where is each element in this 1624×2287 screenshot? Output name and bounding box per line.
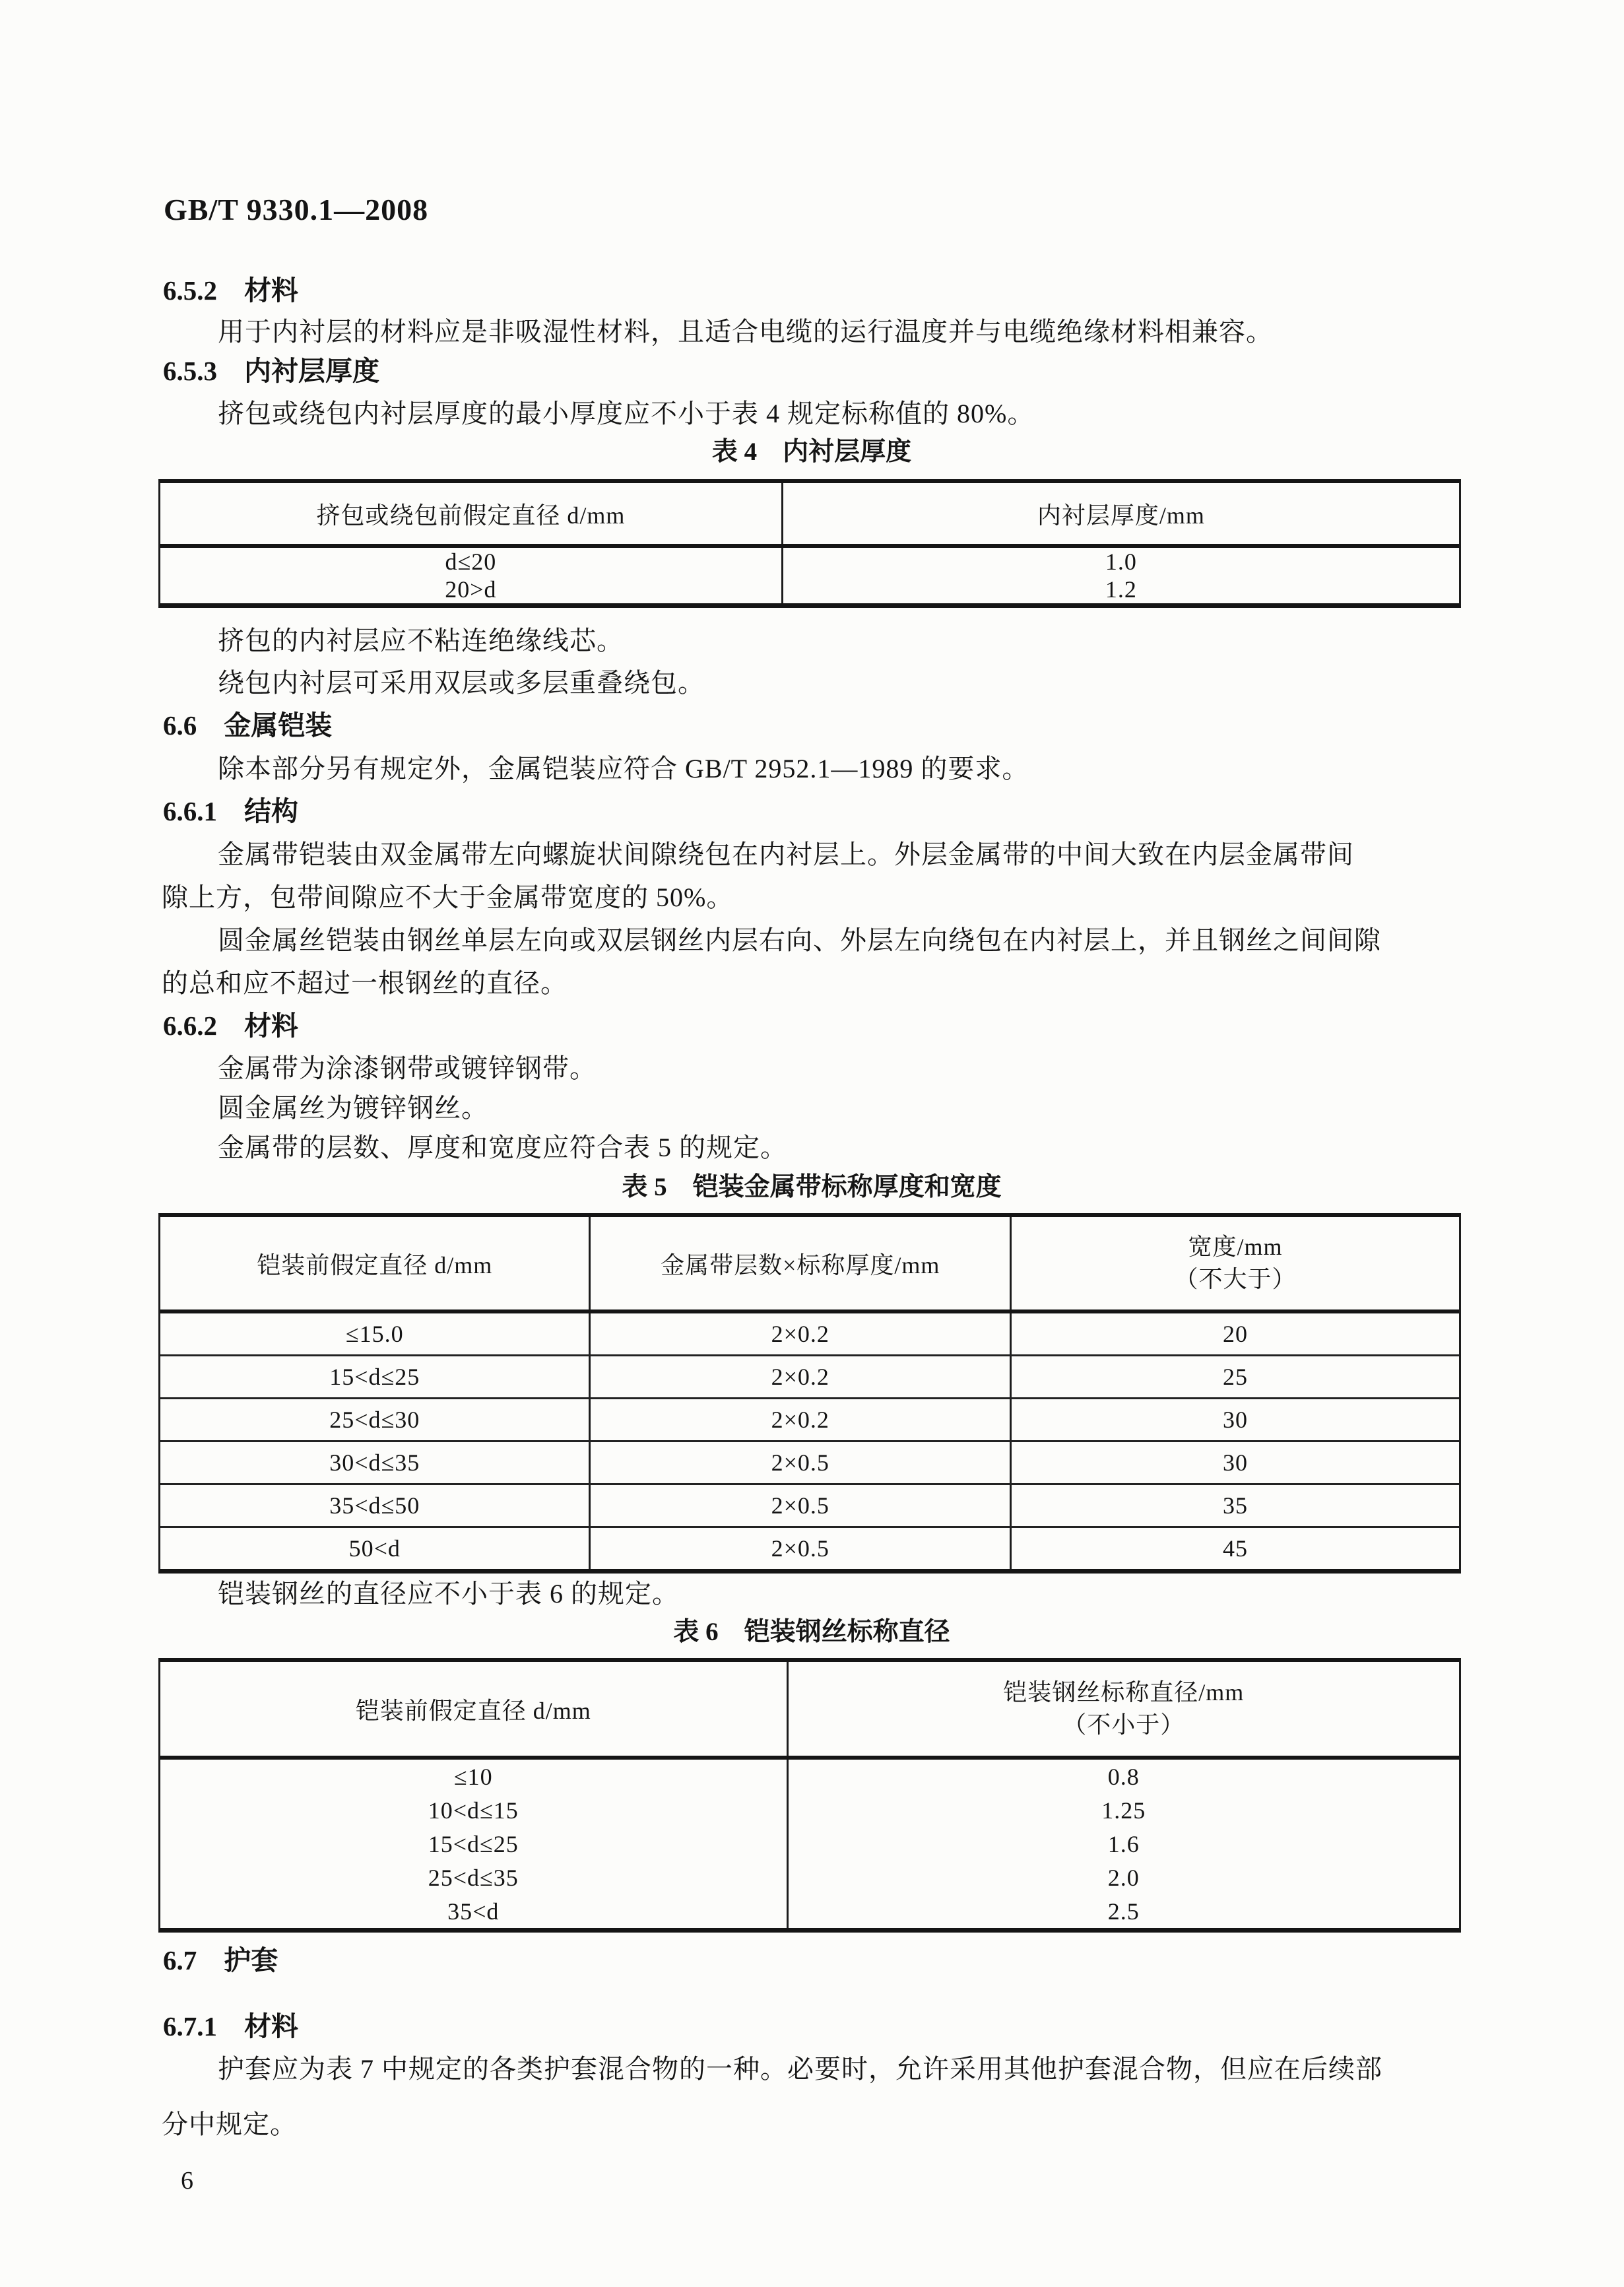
table-cell: 2.5 (787, 1894, 1459, 1928)
table-cell: 2×0.5 (589, 1528, 1010, 1569)
table-cell: 30 (1010, 1442, 1459, 1483)
paragraph: 挤包或绕包内衬层厚度的最小厚度应不小于表 4 规定标称值的 80%。 (218, 399, 1035, 428)
table4-col2-header: 内衬层厚度/mm (781, 483, 1459, 544)
table-cell: 2×0.2 (589, 1356, 1010, 1397)
paragraph: 绕包内衬层可采用双层或多层重叠绕包。 (218, 668, 705, 698)
table-cell: 20 (1010, 1313, 1459, 1354)
table-row (160, 1483, 1459, 1526)
paragraph: 铠装钢丝的直径应不小于表 6 的规定。 (218, 1579, 679, 1608)
table6-header-row (160, 1662, 1459, 1760)
table-cell: d≤20 (445, 548, 497, 575)
section-heading-6-7: 6.7 护套 (163, 1945, 278, 1975)
paragraph-line: 分中规定。 (162, 2109, 297, 2139)
table-row (160, 1793, 1459, 1827)
table-row (160, 1894, 1459, 1928)
table-cell: 2×0.2 (589, 1399, 1010, 1440)
table-cell: ≤10 (453, 1763, 493, 1790)
table6-caption: 表 6 铠装钢丝标称直径 (673, 1618, 950, 1646)
table5-col2-header: 金属带层数×标称厚度/mm (589, 1217, 1010, 1309)
paragraph: 圆金属丝为镀锌钢丝。 (218, 1093, 488, 1123)
table-cell: 35<d (447, 1898, 500, 1925)
paragraph-line: 的总和应不超过一根钢丝的直径。 (162, 968, 568, 998)
table-cell: 2×0.2 (589, 1313, 1010, 1354)
table-row (160, 1397, 1459, 1440)
table-row (160, 1354, 1459, 1397)
table-row (160, 1760, 1459, 1793)
table-row (160, 576, 1459, 603)
table-row (160, 1827, 1459, 1861)
table6-col1-header: 铠装前假定直径 d/mm (355, 1697, 591, 1724)
paragraph-line: 金属带铠装由双金属带左向螺旋状间隙绕包在内衬层上。外层金属带的中间大致在内层金属带间 (218, 840, 1354, 869)
table-cell: 1.6 (787, 1827, 1459, 1861)
paragraph: 金属带的层数、厚度和宽度应符合表 5 的规定。 (218, 1133, 787, 1162)
table-row (160, 1440, 1459, 1483)
table-cell: 1.25 (787, 1793, 1459, 1827)
section-heading-6-7-1: 6.7.1 材料 (163, 2011, 298, 2041)
paragraph-line: 圆金属丝铠装由钢丝单层左向或双层钢丝内层右向、外层左向绕包在内衬层上，并且钢丝之间间隙 (218, 925, 1381, 955)
table-cell: 30 (1010, 1399, 1459, 1440)
table-row (160, 1861, 1459, 1894)
table-row (160, 1313, 1459, 1354)
table-cell: 2×0.5 (589, 1442, 1010, 1483)
table5-col1-header: 铠装前假定直径 d/mm (257, 1251, 493, 1278)
table-cell: ≤15.0 (345, 1321, 404, 1347)
section-heading-6-5-3: 6.5.3 内衬层厚度 (163, 356, 379, 386)
table-cell: 25 (1010, 1356, 1459, 1397)
section-heading-6-6: 6.6 金属铠装 (163, 710, 333, 741)
table6-col2-header (787, 1662, 1459, 1756)
table-cell: 50<d (348, 1535, 401, 1562)
paragraph: 挤包的内衬层应不粘连绝缘线芯。 (218, 626, 624, 655)
table-cell: 25<d≤35 (428, 1864, 519, 1891)
table-cell: 35 (1010, 1485, 1459, 1526)
table4-header-row (160, 483, 1459, 548)
paragraph: 除本部分另有规定外，金属铠装应符合 GB/T 2952.1—1989 的要求。 (218, 754, 1029, 783)
table-cell: 15<d≤25 (329, 1364, 420, 1390)
page-number: 6 (181, 2167, 193, 2195)
table5-caption: 表 5 铠装金属带标称厚度和宽度 (622, 1173, 1002, 1201)
table5-col3-header-line2: （不大于） (1174, 1266, 1297, 1292)
table-cell: 1.2 (781, 576, 1459, 603)
paragraph-line: 隙上方，包带间隙应不大于金属带宽度的 50%。 (162, 882, 734, 912)
table-cell: 45 (1010, 1528, 1459, 1569)
table5-col3-header-line1: 宽度/mm (1188, 1234, 1283, 1261)
table5-col3-header (1010, 1217, 1459, 1309)
section-heading-6-6-2: 6.6.2 材料 (163, 1011, 298, 1041)
table-cell: 2×0.5 (589, 1485, 1010, 1526)
table-cell: 20>d (445, 576, 497, 603)
table-cell: 1.0 (781, 548, 1459, 576)
table-cell: 35<d≤50 (329, 1492, 420, 1519)
table-row (160, 548, 1459, 576)
table-cell: 15<d≤25 (428, 1830, 519, 1857)
table-cell: 25<d≤30 (329, 1407, 420, 1433)
table-cell: 30<d≤35 (329, 1449, 420, 1476)
table4-caption: 表 4 内衬层厚度 (711, 438, 912, 466)
table6 (158, 1658, 1461, 1933)
paragraph-line: 护套应为表 7 中规定的各类护套混合物的一种。必要时，允许采用其他护套混合物，但应在后续部 (218, 2054, 1382, 2084)
table-cell: 0.8 (787, 1760, 1459, 1793)
table-row (160, 1526, 1459, 1569)
table5 (158, 1213, 1461, 1574)
paragraph: 金属带为涂漆钢带或镀锌钢带。 (218, 1053, 597, 1083)
doc-header: GB/T 9330.1—2008 (164, 193, 429, 226)
table4 (158, 479, 1461, 608)
table5-header-row (160, 1217, 1459, 1313)
section-heading-6-6-1: 6.6.1 结构 (163, 796, 298, 826)
table6-col2-header-line1: 铠装钢丝标称直径/mm (1003, 1679, 1245, 1706)
section-heading-6-5-2: 6.5.2 材料 (163, 275, 298, 306)
table6-col2-header-line2: （不小于） (1062, 1711, 1185, 1738)
table-cell: 2.0 (787, 1861, 1459, 1894)
table-cell: 10<d≤15 (428, 1797, 519, 1824)
paragraph: 用于内衬层的材料应是非吸湿性材料，且适合电缆的运行温度并与电缆绝缘材料相兼容。 (218, 317, 1273, 347)
table4-col1-header: 挤包或绕包前假定直径 d/mm (316, 502, 626, 529)
